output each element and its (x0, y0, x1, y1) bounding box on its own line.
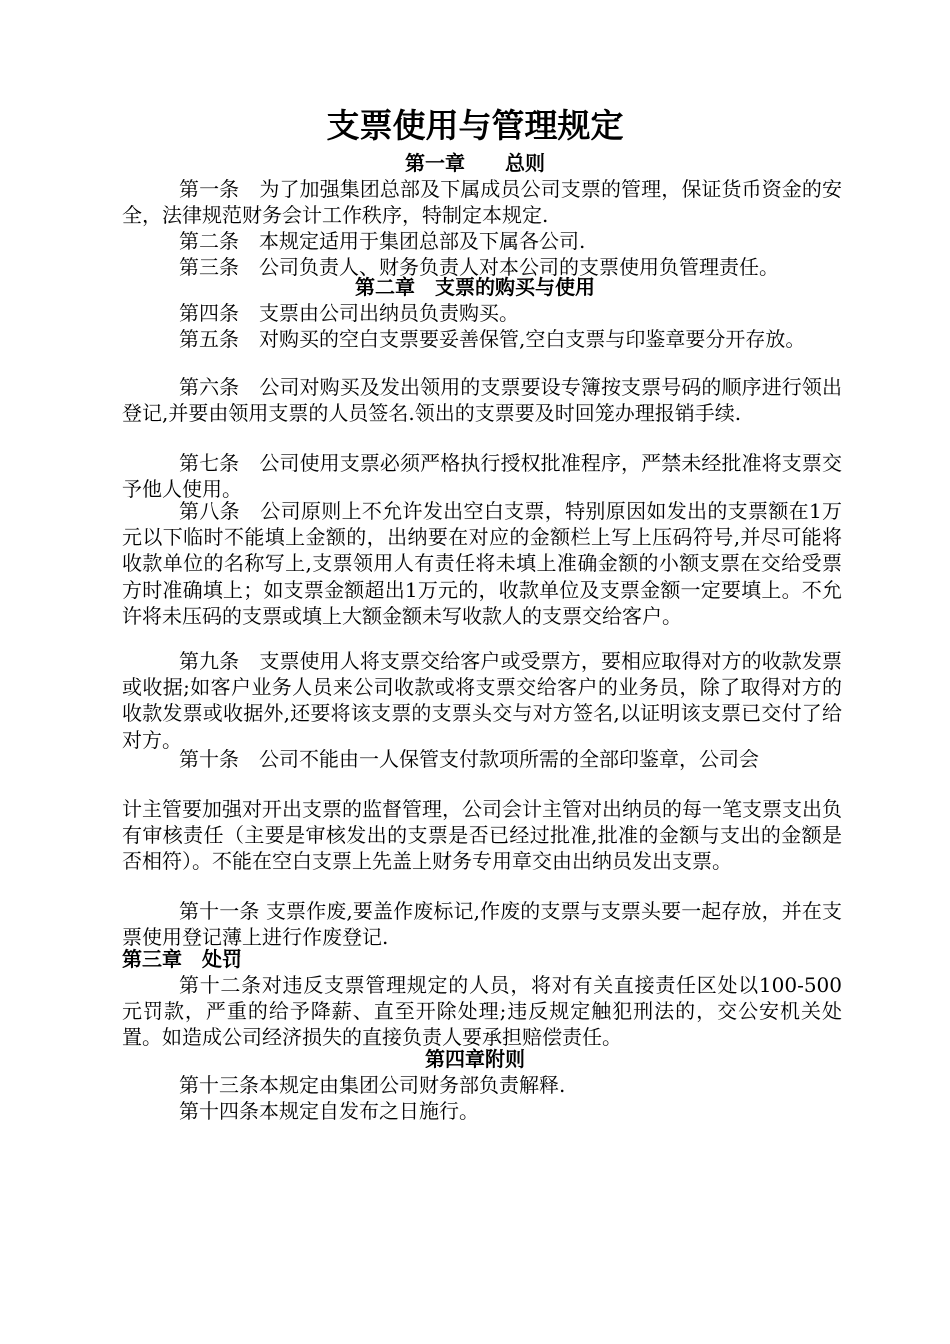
article-label: 第八条 (179, 499, 261, 523)
article-text: 对购买的空白支票要妥善保管,空白支票与印鉴章要分开存放。 (259, 327, 806, 351)
article-label: 第三条 (179, 255, 259, 279)
article-text: 公司不能由一人保管支付款项所需的全部印鉴章，公司会 (259, 747, 759, 771)
chapter-heading: 第一章 总则 (405, 151, 545, 175)
article-12 (122, 972, 842, 1051)
article-label: 第十条 (179, 747, 259, 771)
article-7 (122, 450, 842, 502)
article-14 (122, 1098, 842, 1124)
article-label: 第二条 (179, 229, 259, 253)
article-text: 支票作废,要盖作废标记,作废的支票与支票头要一起存放，并在支票使用登记薄上进行作废登记. (122, 899, 842, 950)
article-9 (122, 648, 842, 753)
article-text: 公司使用支票必须严格执行授权批准程序，严禁未经批准将支票交予他人使用。 (122, 451, 842, 502)
document-title: 支票使用与管理规定 (326, 106, 624, 145)
article-11 (122, 898, 842, 950)
article-text: 第十四条本规定自发布之日施行。 (179, 1099, 479, 1123)
article-label: 第七条 (179, 451, 260, 475)
article-10-continuation: 计主管要加强对开出支票的监督管理，公司会计主管对出纳员的每一笔支票支出负有审核责任（主要是审核发出的支票是否已经过批准,批准的金额与支出的金额是否相符）。不能在空白支票上先盖上财务专用章交由出纳员发出支票。 (122, 797, 842, 874)
article-4 (122, 300, 842, 326)
article-text: 本规定适用于集团总部及下属各公司. (259, 229, 586, 253)
article-text: 支票由公司出纳员负责购买。 (259, 301, 519, 325)
article-text: 公司对购买及发出领用的支票要设专簿按支票号码的顺序进行领出登记,并要由领用支票的人员签名.领出的支票要及时回笼办理报销手续. (122, 375, 842, 426)
article-text: 公司负责人、财务负责人对本公司的支票使用负管理责任。 (259, 255, 779, 279)
article-2 (122, 228, 842, 254)
article-label: 第四条 (179, 301, 259, 325)
chapter-heading: 第三章 处罚 (122, 947, 242, 971)
article-6 (122, 374, 842, 426)
article-10 (122, 746, 842, 772)
article-label: 第五条 (179, 327, 259, 351)
article-8 (122, 498, 842, 629)
article-text: 公司原则上不允许发出空白支票，特别原因如发出的支票额在1万元以下临时不能填上金额的，出纳要在对应的金额栏上写上压码符号,并尽可能将收款单位的名称写上,支票领用人有责任将未填上准确金额的小额支票在交给受票方时准确填上；如支票金额超出1万元的，收款单位及支票金额一定要填上。不允许将未压码的支票或填上大额金额未写收款人的支票交给客户。 (122, 499, 843, 628)
article-text: 第十三条本规定由集团公司财务部负责解释. (179, 1073, 566, 1097)
article-text: 第十二条对违反支票管理规定的人员，将对有关直接责任区处以100-500元罚款，严重的给予降薪、直至开除处理;违反规定触犯刑法的，交公安机关处置。如造成公司经济损失的直接负责人要承担赔偿责任。 (122, 973, 842, 1050)
chapter-heading: 第二章 支票的购买与使用 (355, 275, 595, 299)
article-label: 第十一条 (179, 899, 266, 923)
article-label: 第一条 (179, 177, 260, 201)
chapter-heading: 第四章附则 (425, 1047, 525, 1071)
article-label: 第九条 (179, 649, 260, 673)
article-text: 为了加强集团总部及下属成员公司支票的管理，保证货币资金的安全，法律规范财务会计工作秩序，特制定本规定. (122, 177, 842, 228)
article-13 (122, 1072, 842, 1098)
article-1 (122, 176, 842, 228)
article-label: 第六条 (179, 375, 260, 399)
article-5 (122, 326, 842, 352)
article-text: 支票使用人将支票交给客户或受票方，要相应取得对方的收款发票或收据;如客户业务人员来公司收款或将支票交给客户的业务员，除了取得对方的收款发票或收据外,还要将该支票的支票头交与对方签名,以证明该支票已交付了给对方。 (122, 649, 842, 752)
